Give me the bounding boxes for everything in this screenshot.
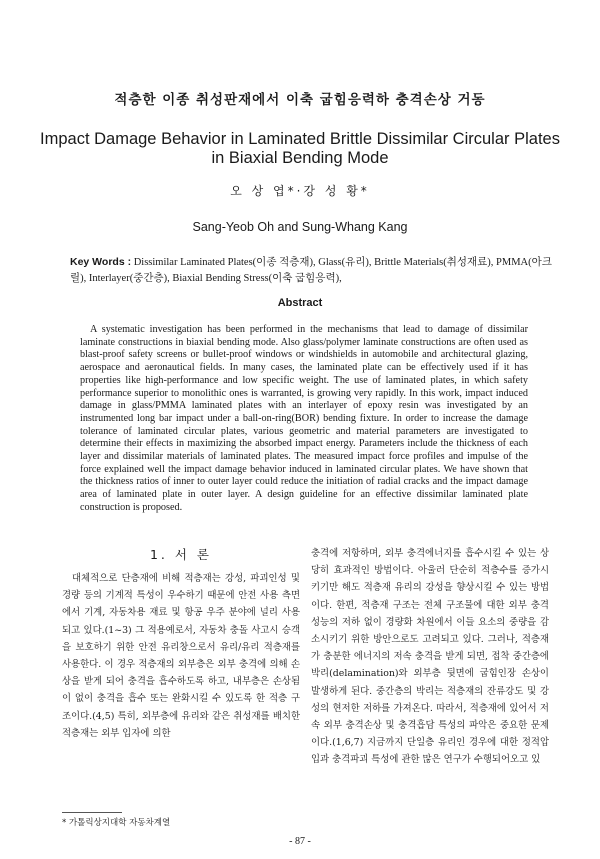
english-authors: Sang-Yeob Oh and Sung-Whang Kang bbox=[192, 220, 408, 234]
abstract-body: A systematic investigation has been performed in the mechanisms that lead to damage of dissimilar laminate constructions in biaxial bending mode. Also glass/polymer laminate constructions are often used as blast-proof safety screens or bullet-proof windows or windshields in automobile and architectural glazing, aerospace and aeronautical fields. In many cases, the laminated plate can be effectively used if it has properties like high-performance and low specific weight. The use of laminated plates, in which safety performance superior to monolithic ones is warranted, is growing very rapidly. In this work, impact induced damage in glass/PMMA laminated plates with an interlayer of epoxy resin was investigated by an instrumented long bar impact under a ball-on-ring(BOR) bending fixture. In order to increase the damage tolerance of laminated circular plates, various geometric and material parameters are investigated to determine their effects in maximizing the absorbed impact energy. Parameters include the thickness of each layer and dissimilar materials of laminated plates. The measured impact force profiles and impulse of the force explained well the impact damage behavior induced in laminated circular plates. We have shown that the thickness ratios of inner to outer layer could reduce the initiation of radial cracks and the impact damage area of laminated plate in outer layer. A design guideline for an effective dissimilar laminated plate construction is proposed. bbox=[80, 324, 528, 513]
footnote-divider bbox=[62, 812, 122, 813]
keywords-label: Key Words : bbox=[70, 256, 132, 268]
korean-authors: 오 상 엽*·강 성 황* bbox=[230, 184, 370, 198]
footnote: * 가톨릭상지대학 자동차계열 bbox=[62, 818, 171, 828]
abstract-heading: Abstract bbox=[277, 297, 323, 309]
english-title: Impact Damage Behavior in Laminated Brittle Dissimilar Circular Plates in Biaxial Bending Mode bbox=[40, 130, 560, 167]
right-column bbox=[311, 545, 549, 769]
section-heading: 1. 서 론 bbox=[149, 547, 213, 562]
keywords-block bbox=[70, 254, 560, 287]
keywords-text: Dissimilar Laminated Plates(이종 적층재), Glass(유리), Brittle Materials(취성재료), PMMA(아크릴), Interlayer(중간층), Biaxial Bending Stress(이축 굽힘응력), bbox=[70, 257, 552, 284]
left-column bbox=[62, 546, 300, 742]
body-text-left: 대체적으로 단층재에 비해 적층재는 강성, 파괴인성 및 경량 등의 기계적 특성이 우수하기 때문에 안전 사용 측면에서 기계, 자동차용 재료 및 항공 우주 분야에 널리 사용되고 있다.(1~3) 그 적용예로서, 자동차 충돌 사고시 승객을 보호하기 위한 안전 유리창으로서 유리/유리 적층재를 사용한다. 이 경우 적층재의 외부층은 외부 충격에 의해 손상을 받게 되어 충격을 흡수하도록 하고, 내부층은 손상됨이 없이 충격을 흡수 또는 완화시킬 수 있도록 한 적층 구조이다.(4,5) 특히, 외부층에 유리와 같은 취성재를 배치한 적층재는 외부 입자에 의한 bbox=[62, 573, 300, 739]
body-text-right: 충격에 저항하며, 외부 충격에너지를 흡수시킬 수 있는 상당히 효과적인 방법이다. 아울러 단순히 적층수를 증가시키기만 해도 적층재 유리의 강성을 향상시킬 수 있는 방법이다. 한편, 적층재 구조는 전체 구조물에 대한 외부 충격성능의 저하 없이 경량화 차원에서 이들 요소의 중량을 감소시키기 위한 방안으로도 고려되고 있다. 그러나, 적층재가 충분한 에너지의 저속 충격을 받게 되면, 접착 중간층에 박리(delamination)와 외부층 뒷면에 굽힘인장 손상이 발생하게 된다. 중간층의 박리는 적층재의 잔류강도 및 강성의 현저한 저하를 가져온다. 따라서, 적층재에 있어서 저속 외부 충격손상 및 충격흡담 특성의 파악은 중요한 문제이다.(1,6,7) 지금까지 단일층 유리인 경우에 대한 정적압입과 충격파괴 특성에 관한 많은 연구가 수행되어오고 있 bbox=[311, 548, 549, 766]
korean-title: 적층한 이종 취성판재에서 이축 굽힘응력하 충격손상 거동 bbox=[114, 92, 486, 108]
page-number: - 87 - bbox=[289, 836, 311, 847]
